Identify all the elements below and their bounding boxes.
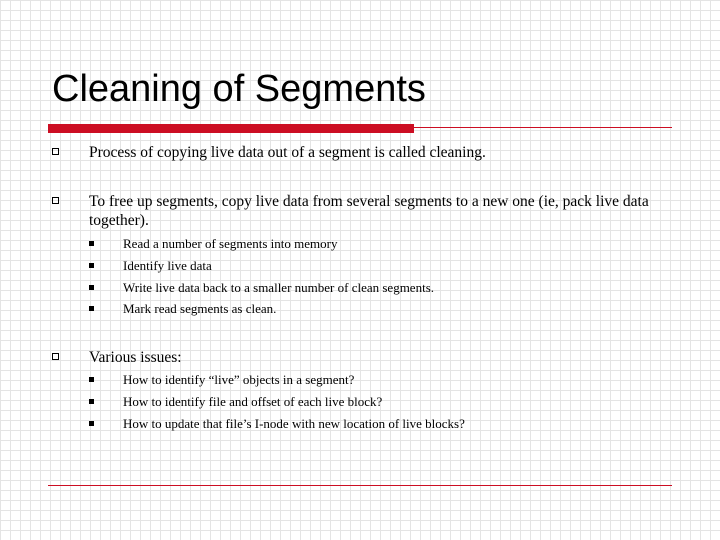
- sub-bullet-text: How to update that file’s I-node with new location of live blocks?: [123, 416, 465, 431]
- sub-bullet-text: How to identify file and offset of each live block?: [123, 394, 383, 409]
- sub-bullet-item: [88, 394, 648, 410]
- bullet-text: Process of copying live data out of a segment is called cleaning.: [89, 144, 486, 161]
- filled-square-bullet-icon: [89, 399, 94, 404]
- hollow-square-bullet-icon: [52, 148, 59, 155]
- hollow-square-bullet-icon: [52, 197, 59, 204]
- title-accent-bar: [48, 124, 414, 133]
- bullet-item: [50, 348, 670, 367]
- sub-bullet-text: Read a number of segments into memory: [123, 236, 338, 251]
- footer-divider-line: [48, 485, 672, 486]
- filled-square-bullet-icon: [89, 285, 94, 290]
- sub-bullet-text: Write live data back to a smaller number of clean segments.: [123, 280, 434, 295]
- sub-bullet-item: [88, 301, 648, 317]
- sub-bullet-item: [88, 236, 648, 252]
- sub-bullet-item: [88, 280, 648, 296]
- filled-square-bullet-icon: [89, 241, 94, 246]
- bullet-text: To free up segments, copy live data from several segments to a new one (ie, pack live data together).: [89, 193, 649, 229]
- filled-square-bullet-icon: [89, 263, 94, 268]
- filled-square-bullet-icon: [89, 306, 94, 311]
- hollow-square-bullet-icon: [52, 353, 59, 360]
- bullet-item: [50, 143, 670, 162]
- filled-square-bullet-icon: [89, 421, 94, 426]
- sub-bullet-text: How to identify “live” objects in a segment?: [123, 372, 355, 387]
- bullet-item: [50, 192, 670, 230]
- slide-title: Cleaning of Segments: [52, 68, 426, 110]
- sub-bullet-text: Identify live data: [123, 258, 212, 273]
- title-divider-line: [414, 127, 672, 128]
- sub-bullet-item: [88, 372, 648, 388]
- sub-bullet-item: [88, 416, 648, 432]
- sub-bullet-item: [88, 258, 648, 274]
- filled-square-bullet-icon: [89, 377, 94, 382]
- bullet-text: Various issues:: [89, 349, 182, 366]
- sub-bullet-text: Mark read segments as clean.: [123, 301, 277, 316]
